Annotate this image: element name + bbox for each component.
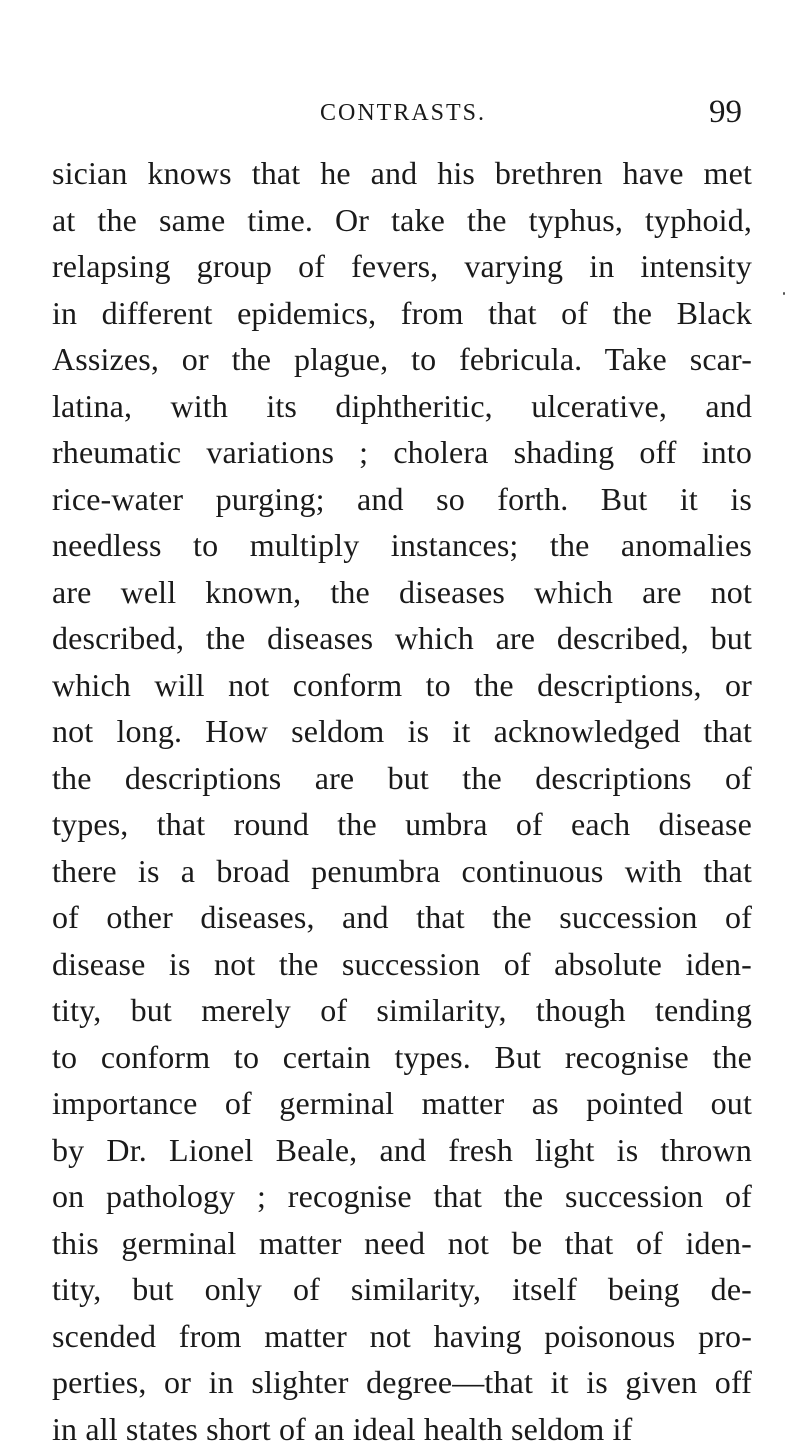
text-line: disease is not the succession of absolute iden- bbox=[52, 941, 752, 988]
text-line: at the same time. Or take the typhus, typhoid, bbox=[52, 197, 752, 244]
text-line: types, that round the umbra of each disease bbox=[52, 801, 752, 848]
text-line: there is a broad penumbra continuous with that bbox=[52, 848, 752, 895]
running-head bbox=[52, 90, 742, 140]
text-line: not long. How seldom is it acknowledged that bbox=[52, 708, 752, 755]
text-line: the descriptions are but the descriptions of bbox=[52, 755, 752, 802]
text-line: are well known, the diseases which are not bbox=[52, 569, 752, 616]
text-line: needless to multiply instances; the anomalies bbox=[52, 522, 752, 569]
text-line: tity, but only of similarity, itself being de- bbox=[52, 1266, 752, 1313]
text-line: tity, but merely of similarity, though tending bbox=[52, 987, 752, 1034]
text-line: which will not conform to the descriptions, or bbox=[52, 662, 752, 709]
text-line: by Dr. Lionel Beale, and fresh light is thrown bbox=[52, 1127, 752, 1174]
text-line: rice-water purging; and so forth. But it is bbox=[52, 476, 752, 523]
text-line: latina, with its diphtheritic, ulcerative, and bbox=[52, 383, 752, 430]
text-line: sician knows that he and his brethren have met bbox=[52, 150, 752, 197]
text-line: perties, or in slighter degree—that it is given off bbox=[52, 1359, 752, 1406]
text-line: in all states short of an ideal health seldom if bbox=[52, 1406, 752, 1452]
body-text bbox=[52, 150, 752, 1452]
print-speck bbox=[783, 292, 785, 295]
running-head-title: CONTRASTS. bbox=[320, 100, 486, 127]
text-line: importance of germinal matter as pointed out bbox=[52, 1080, 752, 1127]
text-line: scended from matter not having poisonous pro- bbox=[52, 1313, 752, 1360]
text-line: in different epidemics, from that of the Black bbox=[52, 290, 752, 337]
text-line: to conform to certain types. But recognise the bbox=[52, 1034, 752, 1081]
text-line: this germinal matter need not be that of iden- bbox=[52, 1220, 752, 1267]
text-line: rheumatic variations ; cholera shading off into bbox=[52, 429, 752, 476]
text-line: Assizes, or the plague, to febricula. Take scar- bbox=[52, 336, 752, 383]
text-line: on pathology ; recognise that the succession of bbox=[52, 1173, 752, 1220]
page-number: 99 bbox=[709, 94, 742, 131]
text-line: of other diseases, and that the succession of bbox=[52, 894, 752, 941]
text-line: relapsing group of fevers, varying in intensity bbox=[52, 243, 752, 290]
text-line: described, the diseases which are described, but bbox=[52, 615, 752, 662]
